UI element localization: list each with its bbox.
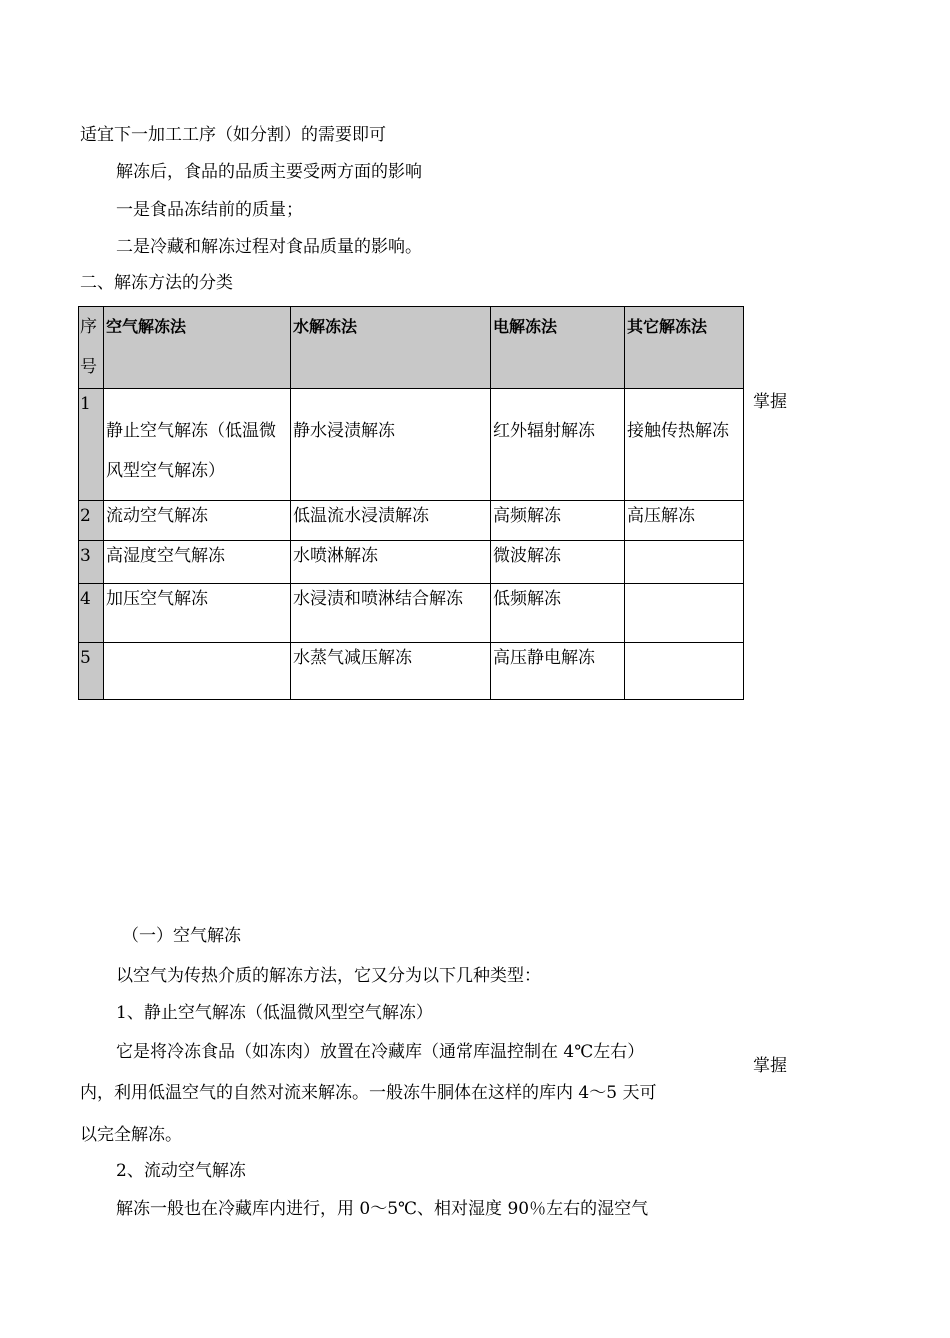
row-index-cell: 1 <box>79 389 104 501</box>
paragraph-line: 二是冷藏和解冻过程对食品质量的影响。 <box>116 237 422 257</box>
table-cell: 水喷淋解冻 <box>291 541 491 584</box>
section-heading: 二、解冻方法的分类 <box>80 273 233 293</box>
table-cell <box>104 643 291 700</box>
table-cell: 红外辐射解冻 <box>491 389 625 501</box>
thawing-methods-table <box>78 306 744 700</box>
header-cell: 电解冻法 <box>491 307 625 389</box>
table-row <box>79 643 744 700</box>
table-cell: 微波解冻 <box>491 541 625 584</box>
table-cell <box>625 541 744 584</box>
table-cell: 高频解冻 <box>491 501 625 541</box>
table-row <box>79 389 744 501</box>
table-cell: 水浸渍和喷淋结合解冻 <box>291 584 491 643</box>
subsection-heading: （一）空气解冻 <box>122 926 241 946</box>
row-index-cell: 5 <box>79 643 104 700</box>
header-cell: 其它解冻法 <box>625 307 744 389</box>
paragraph-line: 一是食品冻结前的质量； <box>116 200 303 220</box>
table-cell: 高湿度空气解冻 <box>104 541 291 584</box>
header-index-cell: 序号 <box>79 307 104 389</box>
table-row <box>79 541 744 584</box>
table-cell: 水蒸气减压解冻 <box>291 643 491 700</box>
margin-note: 掌握 <box>753 392 787 412</box>
row-index-cell: 4 <box>79 584 104 643</box>
header-cell: 空气解冻法 <box>104 307 291 389</box>
paragraph-line: 解冻一般也在冷藏库内进行，用 0～5℃、相对湿度 90％左右的湿空气 <box>116 1199 649 1219</box>
table-cell <box>625 584 744 643</box>
table-cell: 低频解冻 <box>491 584 625 643</box>
paragraph-line: 它是将冷冻食品（如冻肉）放置在冷藏库（通常库温控制在 4℃左右） <box>116 1042 645 1062</box>
paragraph-line: 2、流动空气解冻 <box>116 1161 246 1181</box>
paragraph-line: 内，利用低温空气的自然对流来解冻。一般冻牛胴体在这样的库内 4～5 天可 <box>80 1083 657 1103</box>
table-cell: 低温流水浸渍解冻 <box>291 501 491 541</box>
table-row <box>79 584 744 643</box>
table-cell: 高压解冻 <box>625 501 744 541</box>
row-index-cell: 3 <box>79 541 104 584</box>
paragraph-line: 1、静止空气解冻（低温微风型空气解冻） <box>116 1003 433 1023</box>
table-cell: 接触传热解冻 <box>625 389 744 501</box>
margin-note: 掌握 <box>753 1056 787 1076</box>
table-cell: 静止空气解冻（低温微风型空气解冻） <box>104 389 291 501</box>
table-cell: 高压静电解冻 <box>491 643 625 700</box>
table-cell: 加压空气解冻 <box>104 584 291 643</box>
row-index-cell: 2 <box>79 501 104 541</box>
paragraph-line: 解冻后，食品的品质主要受两方面的影响 <box>116 162 422 182</box>
table-row <box>79 501 744 541</box>
table-cell <box>625 643 744 700</box>
table-cell: 静水浸渍解冻 <box>291 389 491 501</box>
table-cell: 流动空气解冻 <box>104 501 291 541</box>
paragraph-line: 适宜下一加工工序（如分割）的需要即可 <box>80 125 386 145</box>
paragraph-line: 以空气为传热介质的解冻方法，它又分为以下几种类型： <box>116 966 541 986</box>
header-cell: 水解冻法 <box>291 307 491 389</box>
table-header-row <box>79 307 744 389</box>
paragraph-line: 以完全解冻。 <box>80 1125 182 1145</box>
